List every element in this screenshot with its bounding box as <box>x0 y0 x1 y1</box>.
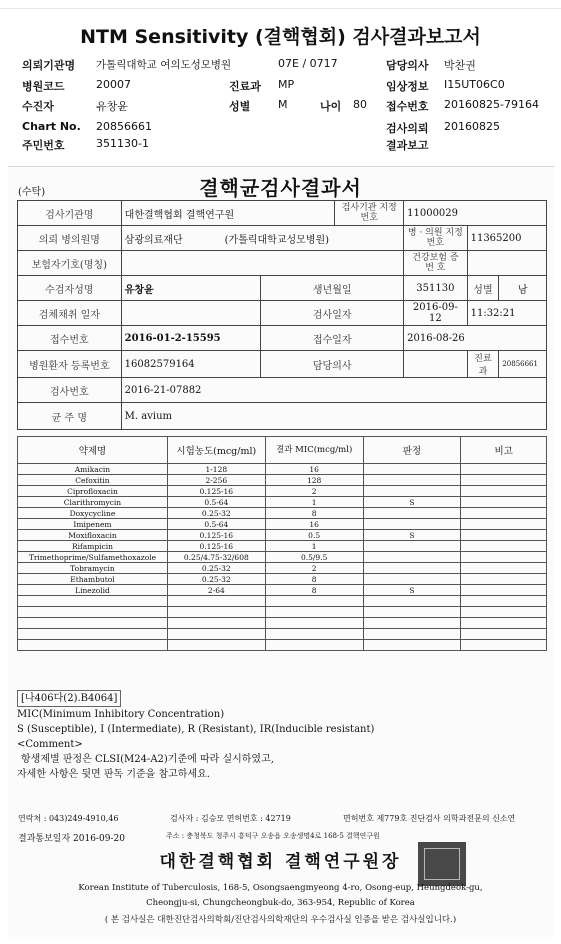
judgement: S <box>363 585 461 596</box>
drug-name: Tobramycin <box>18 563 168 574</box>
phys-value <box>404 351 467 378</box>
hosp-value: 20007 <box>96 78 131 91</box>
sex-value: M <box>278 98 288 111</box>
mic-value: 128 <box>265 475 363 486</box>
note <box>461 464 547 475</box>
footer-certified: ( 본 검사실은 대한진단검사의학회/진단검사의학재단의 우수검사실 인증을 받은 검사실입니다.) <box>104 915 457 925</box>
test-range: 0.25/4.75-32/608 <box>167 552 265 563</box>
drug-row <box>18 464 547 475</box>
mic-value <box>265 640 363 651</box>
judgement <box>363 640 461 651</box>
col-header-range: 시험농도(mcg/ml) <box>167 437 265 464</box>
judgement <box>363 464 461 475</box>
note <box>461 574 547 585</box>
lab-label: 검사기관명 <box>18 201 122 226</box>
rec-date-value: 2016-08-26 <box>404 326 547 351</box>
notes-line1: MIC(Minimum Inhibitory Concentration) <box>17 709 225 720</box>
note <box>461 585 547 596</box>
col-header-note: 비고 <box>461 437 547 464</box>
report-time-value: 11:32:21 <box>467 301 546 326</box>
clin-value: I15UT06C0 <box>444 78 505 91</box>
mic-value: 0.5/9.5 <box>265 552 363 563</box>
inst-label: 의뢰기관명 <box>22 59 76 72</box>
drug-row <box>18 563 547 574</box>
drug-name: Rifampicin <box>18 541 168 552</box>
rec-date-label: 접수일자 <box>261 326 404 351</box>
test-no-label: 검사번호 <box>18 378 122 403</box>
drug-name <box>18 629 168 640</box>
drug-name: Ethambutol <box>18 574 168 585</box>
drug-name: Amikacin <box>18 464 168 475</box>
notes <box>17 690 545 782</box>
note <box>461 618 547 629</box>
drug-name: Cefoxitin <box>18 475 168 486</box>
lab-value: 대한결핵협회 결핵연구원 <box>121 201 335 226</box>
doctor-label: 담당의사 <box>386 59 429 72</box>
drug-name <box>18 607 168 618</box>
patient-label: 수진자 <box>22 100 54 113</box>
rec-no-value: 2016-01-2-15595 <box>121 326 261 351</box>
req-hosp-value: 삼광의료재단 (가톨릭대학교성모병원) <box>121 226 403 251</box>
rec-no-label: 접수번호 <box>18 326 122 351</box>
judgement <box>363 552 461 563</box>
dept-value-doc: 20856661 <box>499 351 547 378</box>
judgement <box>363 519 461 530</box>
notes-line4: 자세한 사항은 뒷면 판독 기준을 참고하세요. <box>17 769 210 780</box>
test-range: 2-256 <box>167 475 265 486</box>
judgement <box>363 486 461 497</box>
drug-table-body <box>18 464 547 651</box>
drug-name: Imipenem <box>18 519 168 530</box>
footer-institution: 대한결핵협회 결핵연구원장 <box>159 852 402 872</box>
test-range <box>167 618 265 629</box>
drug-row <box>18 530 547 541</box>
drug-name: Moxifloxacin <box>18 530 168 541</box>
request-value: 20160825 <box>444 120 500 133</box>
drug-row <box>18 552 547 563</box>
report-date-value: 2016-09-12 <box>404 301 467 326</box>
lab-code-label: 검사기관 지정번호 <box>335 201 404 226</box>
note <box>461 629 547 640</box>
footer-address-kr: 주소 : 충청북도 청주시 흥덕구 오송읍 오송생명4로 168-5 결핵연구원 <box>166 832 380 840</box>
dob-label: 생년월일 <box>261 276 404 301</box>
mic-value <box>265 596 363 607</box>
reg-value: 16082579164 <box>121 351 261 378</box>
receipt-label: 접수번호 <box>386 100 429 113</box>
mic-value: 8 <box>265 508 363 519</box>
mic-value <box>265 629 363 640</box>
note <box>461 497 547 508</box>
report-date-label: 검사일자 <box>261 301 404 326</box>
ward-code: 07E / 0717 <box>278 57 338 70</box>
test-no-value: 2016-21-07882 <box>121 378 546 403</box>
test-range <box>167 640 265 651</box>
drug-row <box>18 640 547 651</box>
judgement <box>363 563 461 574</box>
species-value: M. avium <box>121 403 546 430</box>
judgement <box>363 541 461 552</box>
request-label: 검사의뢰 <box>386 122 429 135</box>
health-value <box>467 251 546 276</box>
test-range: 0.5-64 <box>167 519 265 530</box>
note <box>461 596 547 607</box>
notes-line2: S (Susceptible), I (Intermediate), R (Resistant), IR(Inducible resistant) <box>17 724 375 735</box>
result-label: 결과보고 <box>386 139 429 152</box>
footer-address-en1: Korean Institute of Tuberculosis, 168-5, Osongsaengmyeong 4-ro, Osong-eup, Heungdeok-gu, <box>78 883 483 893</box>
age-label: 나이 <box>320 100 342 113</box>
mic-value: 1 <box>265 541 363 552</box>
mic-value: 0.5 <box>265 530 363 541</box>
mic-value: 16 <box>265 464 363 475</box>
drug-row <box>18 629 547 640</box>
drug-table <box>17 436 547 651</box>
judgement <box>363 596 461 607</box>
drug-row <box>18 574 547 585</box>
mic-value: 1 <box>265 497 363 508</box>
info-table <box>17 200 547 430</box>
col-header-mic: 결과 MIC(mcg/ml) <box>265 437 363 464</box>
note <box>461 541 547 552</box>
species-label: 균 주 명 <box>18 403 122 430</box>
mic-value: 2 <box>265 563 363 574</box>
drug-row <box>18 596 547 607</box>
test-range: 0.25-32 <box>167 574 265 585</box>
note <box>461 552 547 563</box>
patient-value: 유창윤 <box>96 100 128 113</box>
drug-row <box>18 486 547 497</box>
judgement <box>363 508 461 519</box>
receipt-value: 20160825-79164 <box>444 98 539 111</box>
mic-value <box>265 618 363 629</box>
drug-row <box>18 519 547 530</box>
note <box>461 563 547 574</box>
req-hosp-label: 의뢰 병의원명 <box>18 226 122 251</box>
test-range <box>167 607 265 618</box>
test-range: 2-64 <box>167 585 265 596</box>
collect-value <box>121 301 261 326</box>
mic-value: 16 <box>265 519 363 530</box>
footer-license: 면허번호 제779호 진단검사 의학과전문의 신소연 <box>343 814 516 823</box>
judgement <box>363 629 461 640</box>
age-value: 80 <box>353 98 367 111</box>
judgement <box>363 618 461 629</box>
col-header-drug: 약제명 <box>18 437 168 464</box>
form-tag: (수탁) <box>18 187 46 198</box>
req-code-value: 11365200 <box>467 226 546 251</box>
drug-row <box>18 607 547 618</box>
dob-value: 351130 <box>404 276 467 301</box>
phys-label: 담당의사 <box>261 351 404 378</box>
chart-label: Chart No. <box>22 120 81 133</box>
clin-label: 임상정보 <box>386 80 429 93</box>
notes-line3: 항생제별 판정은 CLSI(M24-A2)기준에 따라 실시하였고, <box>21 754 274 765</box>
drug-name: Trimethoprime/Sulfamethoxazole <box>18 552 168 563</box>
lab-code-value: 11000029 <box>404 201 547 226</box>
footer-address-en2: Cheongju-si, Chungcheongbuk-do, 363-954, Republic of Korea <box>146 898 415 908</box>
drug-row <box>18 508 547 519</box>
drug-row <box>18 585 547 596</box>
top-border <box>0 0 561 9</box>
test-range: 0.25-32 <box>167 563 265 574</box>
insured-value <box>121 251 403 276</box>
name-value: 유창윤 <box>121 276 261 301</box>
doc-title: 결핵균검사결과서 <box>199 176 362 200</box>
chart-value: 20856661 <box>96 120 152 133</box>
drug-name: Linezolid <box>18 585 168 596</box>
dept-label-doc: 진료과 <box>467 351 499 378</box>
test-range: 1-128 <box>167 464 265 475</box>
test-range: 0.125-16 <box>167 541 265 552</box>
drug-name <box>18 596 168 607</box>
note <box>461 640 547 651</box>
drug-name: Doxycycline <box>18 508 168 519</box>
drug-name: Clarithromycin <box>18 497 168 508</box>
doctor-value: 박찬권 <box>444 59 476 72</box>
notes-comment: <Comment> <box>17 739 83 750</box>
note <box>461 530 547 541</box>
mic-value: 2 <box>265 486 363 497</box>
sex-label: 성별 <box>229 100 251 113</box>
judgement: S <box>363 530 461 541</box>
note <box>461 475 547 486</box>
hosp-label: 병원코드 <box>22 80 65 93</box>
note <box>461 519 547 530</box>
test-range: 0.5-64 <box>167 497 265 508</box>
sex-value-doc: 남 <box>499 276 547 301</box>
resident-value: 351130-1 <box>96 137 149 150</box>
test-range: 0.25-32 <box>167 508 265 519</box>
judgement <box>363 475 461 486</box>
note <box>461 508 547 519</box>
footer-contact: 연락처 : 043)249-4910,46 <box>18 814 119 823</box>
resident-label: 주민번호 <box>22 139 65 152</box>
name-label: 수검자성명 <box>18 276 122 301</box>
sex-label-doc: 성별 <box>467 276 499 301</box>
mic-value: 8 <box>265 585 363 596</box>
col-header-judge: 판정 <box>363 437 461 464</box>
req-hosp-sub: (가톨릭대학교성모병원) <box>224 234 330 246</box>
test-range <box>167 596 265 607</box>
note <box>461 486 547 497</box>
insured-label: 보험자기호(명칭) <box>18 251 122 276</box>
report-title: NTM Sensitivity (결핵협회) 검사결과보고서 <box>80 26 481 48</box>
drug-row <box>18 497 547 508</box>
footer-examiner: 검사자 : 김승모 면허번호 : 42719 <box>170 814 291 823</box>
test-range: 0.125-16 <box>167 530 265 541</box>
collect-label: 검체채취 일자 <box>18 301 122 326</box>
test-range: 0.125-16 <box>167 486 265 497</box>
dept-label: 진료과 <box>229 80 261 93</box>
test-range <box>167 629 265 640</box>
inst-value: 가톨릭대학교 여의도성모병원 <box>96 59 232 71</box>
footer-report-date: 결과통보일자 2016-09-20 <box>18 834 125 844</box>
judgement: S <box>363 497 461 508</box>
drug-row <box>18 541 547 552</box>
health-label: 건강보험 증 번 호 <box>404 251 467 276</box>
mic-value <box>265 607 363 618</box>
drug-row <box>18 618 547 629</box>
dept-value: MP <box>278 78 295 91</box>
reg-label: 병원환자 등록번호 <box>18 351 122 378</box>
judgement <box>363 574 461 585</box>
note <box>461 607 547 618</box>
notes-code: [나406다(2).B4064] <box>17 690 121 707</box>
drug-row <box>18 475 547 486</box>
drug-name: Ciprofloxacin <box>18 486 168 497</box>
judgement <box>363 607 461 618</box>
mic-value: 8 <box>265 574 363 585</box>
req-code-label: 병 · 의원 지정번호 <box>404 226 467 251</box>
drug-name <box>18 618 168 629</box>
drug-name <box>18 640 168 651</box>
